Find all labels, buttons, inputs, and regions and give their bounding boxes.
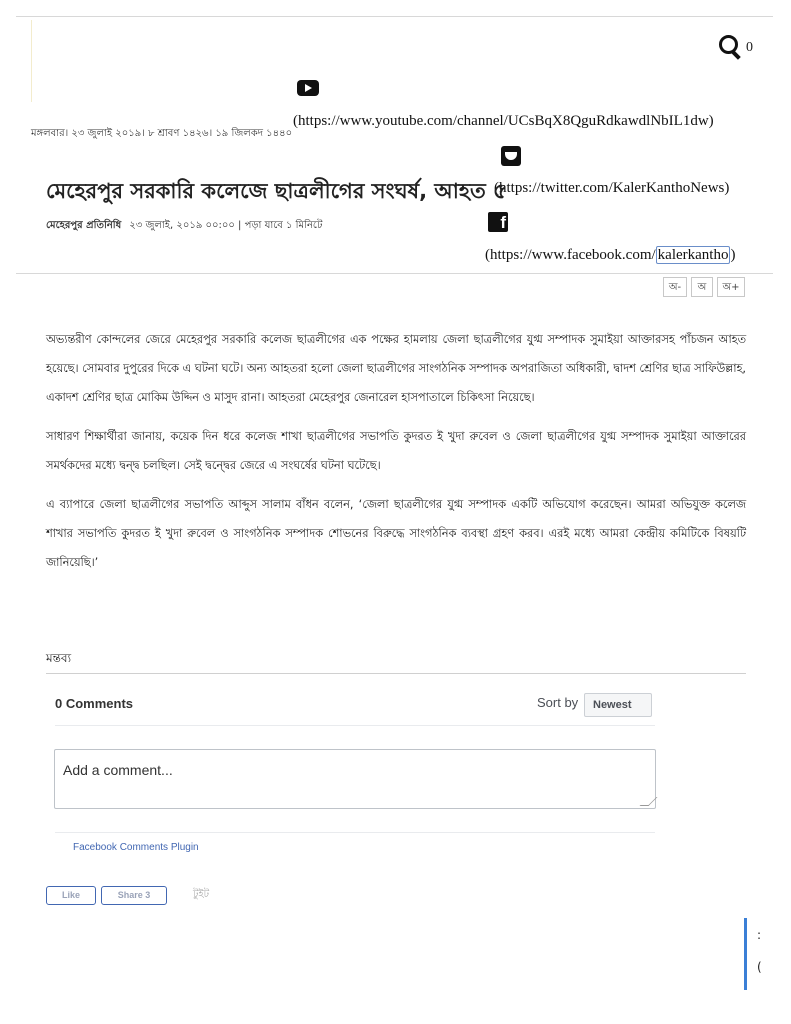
- search-icon-handle: [732, 51, 741, 60]
- share-button[interactable]: Share 3: [101, 886, 167, 905]
- search-button[interactable]: [719, 35, 759, 59]
- font-decrease-button[interactable]: অ-: [663, 277, 687, 297]
- font-reset-button[interactable]: অ: [691, 277, 713, 297]
- sort-by-label: Sort by: [537, 695, 579, 710]
- facebook-link[interactable]: [485, 247, 735, 264]
- facebook-link-prefix: (https://www.facebook.com/: [485, 247, 656, 263]
- twitter-icon[interactable]: [501, 146, 521, 166]
- article-paragraph: এ ব্যাপারে জেলা ছাত্রলীগের সভাপতি আব্দুস সালাম বাঁধন বলেন, ‘জেলা ছাত্রলীগের যুগ্ম সম্পাদক একটি অভিযোগ করেছেন। আমরা অভিযুক্ত কলেজ শাখার সভাপতি কুদরত ই খুদা রুবেল ও সাংগঠনিক সম্পাদক শোভনের বিরুদ্ধে সাংগঠনিক ব্যবস্থা গ্রহণ করব। এরই মধ্যে আমরা কেন্দ্রীয় কমিটিকে বিষয়টি জানিয়েছি।’: [46, 498, 746, 569]
- youtube-icon[interactable]: [297, 80, 319, 96]
- comments-divider: [46, 673, 746, 674]
- comments-count: 0 Comments: [55, 696, 134, 711]
- tweet-button[interactable]: টুইট: [193, 889, 210, 900]
- facebook-link-handle: kalerkantho: [657, 247, 729, 263]
- sidebar-text: :: [757, 928, 762, 942]
- facebook-link-suffix: ): [730, 247, 736, 263]
- header-divider: [16, 273, 773, 274]
- youtube-link[interactable]: (https://www.youtube.com/channel/UCsBqX8QguRdkawdlNbIL1dw): [293, 113, 714, 129]
- comment-input[interactable]: [54, 749, 656, 809]
- comments-section-label: মন্তব্য: [46, 651, 72, 665]
- top-divider: [16, 16, 773, 17]
- like-button[interactable]: Like: [46, 886, 96, 905]
- author-name[interactable]: মেহেরপুর প্রতিনিধি: [46, 220, 122, 231]
- comments-plugin-divider: [55, 725, 655, 726]
- byline: [46, 218, 322, 235]
- twitter-link[interactable]: (https://twitter.com/KalerKanthoNews): [494, 180, 730, 196]
- facebook-comments-plugin-link[interactable]: Facebook Comments Plugin: [73, 842, 199, 853]
- comments-plugin-divider: [55, 832, 655, 833]
- font-increase-button[interactable]: অ+: [717, 277, 745, 297]
- sidebar-text: (: [757, 960, 762, 974]
- search-count: 0: [746, 40, 753, 55]
- sidebar-accent-bar: [744, 918, 747, 990]
- facebook-icon[interactable]: f: [488, 212, 508, 232]
- comment-placeholder: Add a comment...: [63, 762, 173, 778]
- article-paragraph: সাধারণ শিক্ষার্থীরা জানায়, কয়েক দিন ধরে কলেজ শাখা ছাত্রলীগের সভাপতি কুদরত ই খুদা রুবেল ও জেলা ছাত্রলীগের যুগ্ম সম্পাদক সুমাইয়া আক্তারের সমর্থকদের মধ্যে দ্বন্দ্ব চলছিল। সেই দ্বন্দ্বের জেরে এ সংঘর্ষের ঘটনা ঘটেছে।: [46, 430, 746, 472]
- left-stub-line: [31, 20, 32, 102]
- sort-select[interactable]: Newest: [584, 693, 652, 717]
- resize-handle-icon[interactable]: [640, 797, 658, 806]
- article-headline: মেহেরপুর সরকারি কলেজে ছাত্রলীগের সংঘর্ষ, আহত ৫: [46, 179, 507, 203]
- article-body: [46, 325, 746, 587]
- publish-meta: ২৩ জুলাই, ২০১৯ ০০:০০ | পড়া যাবে ১ মিনিটে: [129, 220, 323, 231]
- article-paragraph: অভ্যন্তরীণ কোন্দলের জেরে মেহেরপুর সরকারি কলেজ ছাত্রলীগের এক পক্ষের হামলায় জেলা ছাত্রলীগের যুগ্ম সম্পাদক সুমাইয়া আক্তারসহ পাঁচজন আহত হয়েছে। সোমবার দুপুরের দিকে এ ঘটনা ঘটে। অন্য আহতরা হলো জেলা ছাত্রলীগের সাংগঠনিক সম্পাদক অপরাজিতা অধিকারী, দ্বাদশ শ্রেণির ছাত্র সাফিউল্লাহ, একাদশ শ্রেণির ছাত্র মোকিম উদ্দিন ও মাসুদ রানা। আহতরা মেহেরপুর জেনারেল হাসপাতালে চিকিৎসা নিয়েছে।: [46, 333, 746, 404]
- dateline: মঙ্গলবার। ২৩ জুলাই ২০১৯। ৮ শ্রাবণ ১৪২৬। ১৯ জিলকদ ১৪৪০: [31, 128, 293, 139]
